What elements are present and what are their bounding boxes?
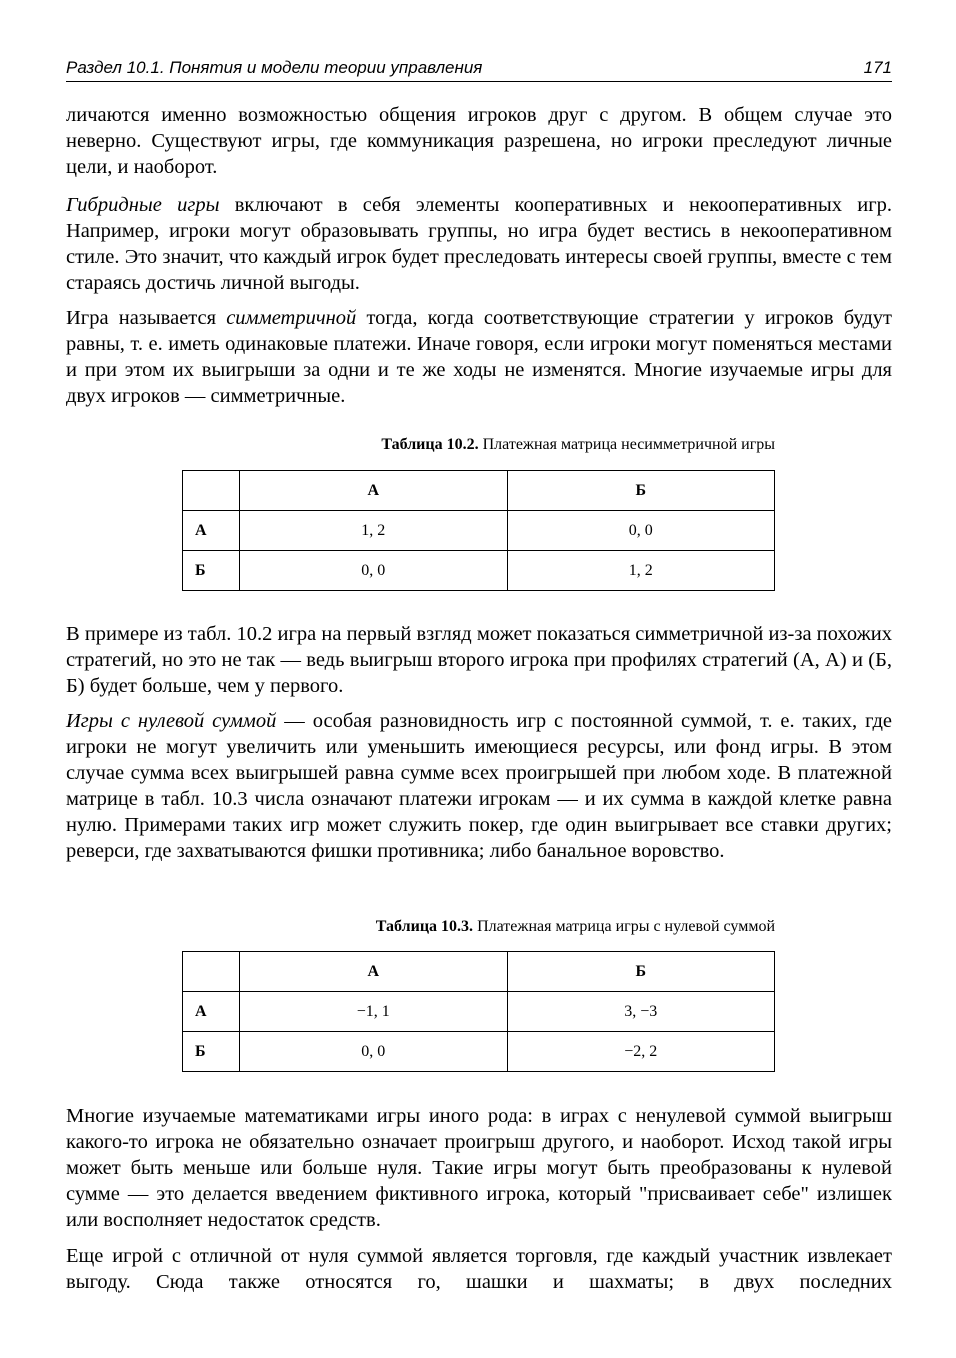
term-hybrid-games: Гибридные игры <box>66 194 220 216</box>
paragraph-trade <box>66 1243 892 1295</box>
paragraph-6-text: Многие изучаемые математиками игры иного рода: в играх с ненулевой суммой выигрыш какого-то игрока не обязательно означает проигрыш другого, и наоборот. Исход такой игры может быть меньше или больше нуля. Такие игры могут быть преобразованы к нулевой сумме — это делается введением фиктивного игрока, который "присваивает себе" излишек или восполняет недостаток средств. <box>66 1105 892 1231</box>
paragraph-3-start: Игра называется <box>66 307 227 329</box>
paragraph-non-zero-sum <box>66 1103 892 1233</box>
table-10-3-title: Платежная матрица игры с нулевой суммой <box>473 918 775 935</box>
table-cell: 1, 2 <box>240 511 508 551</box>
paragraph-1 <box>66 102 892 180</box>
column-header: А <box>240 952 508 992</box>
paragraph-zero-sum <box>66 708 892 864</box>
table-row <box>183 992 775 1032</box>
table-cell: 0, 0 <box>240 1032 508 1072</box>
table-10-3 <box>182 951 775 1072</box>
column-header: А <box>240 471 508 511</box>
row-header: Б <box>183 551 240 591</box>
term-zero-sum-games: Игры с нулевой суммой <box>66 710 277 732</box>
paragraph-7-text: Еще игрой с отличной от нуля суммой является торговля, где каждый участник извлекает выгоду. Сюда также относятся го, шашки и шахматы; в двух последних <box>66 1245 892 1293</box>
table-row <box>183 551 775 591</box>
table-cell: −1, 1 <box>240 992 508 1032</box>
paragraph-symmetric-games <box>66 305 892 409</box>
column-header: Б <box>507 471 775 511</box>
section-title: Раздел 10.1. Понятия и модели теории управления <box>66 58 483 77</box>
table-row <box>183 511 775 551</box>
paragraph-3-text: тогда, когда соответствующие стратегии у игроков будут равны, т. е. иметь одинаковые платежи. Иначе говоря, если игроки могут поменяться местами и при этом их выигрыши за одни и те же ходы не изменятся. Многие изучаемые игры для двух игроков — симметричные. <box>66 307 892 407</box>
table-10-3-caption <box>182 918 775 936</box>
row-header: А <box>183 511 240 551</box>
table-10-2-title: Платежная матрица несимметричной игры <box>478 436 775 453</box>
row-header: А <box>183 992 240 1032</box>
table-row <box>183 1032 775 1072</box>
table-cell: 0, 0 <box>507 511 775 551</box>
table-10-2 <box>182 470 775 591</box>
page-header <box>66 55 892 82</box>
table-10-3-label: Таблица 10.3. <box>375 918 474 935</box>
page-number: 171 <box>863 58 892 77</box>
paragraph-2-text: включают в себя элементы кооперативных и некооперативных игр. Например, игроки могут образовывать группы, но игра будет вестись в некооперативном стиле. Это значит, что каждый игрок будет преследовать интересы своей группы, вместе с тем стараясь достичь личной выгоды. <box>66 194 892 294</box>
term-symmetric: симметричной <box>226 307 357 329</box>
paragraph-5-text: — особая разновидность игр с постоянной суммой, т. е. таких, где игроки не могут увеличить или уменьшить имеющиеся ресурсы, или фонд игры. В этом случае сумма всех выигрышей равна сумме всех проигрышей при любом ходе. В платежной матрице в табл. 10.3 числа означают платежи игрокам — и их сумма в каждой клетке равна нулю. Примерами таких игр может служить покер, где один выигрывает все ставки других; реверси, где захватываются фишки противника; либо банальное воровство. <box>66 710 892 862</box>
row-header: Б <box>183 1032 240 1072</box>
table-row <box>183 471 775 511</box>
paragraph-1-text: личаются именно возможностью общения игроков друг с другом. В общем случае это неверно. Существуют игры, где коммуникация разрешена, но игроки преследуют личные цели, и наоборот. <box>66 104 892 178</box>
table-corner-cell <box>183 952 240 992</box>
table-cell: 1, 2 <box>507 551 775 591</box>
column-header: Б <box>507 952 775 992</box>
table-10-2-caption <box>182 436 775 454</box>
table-cell: 0, 0 <box>240 551 508 591</box>
table-cell: −2, 2 <box>507 1032 775 1072</box>
paragraph-4-text: В примере из табл. 10.2 игра на первый взгляд может показаться симметричной из-за похожих стратегий, но это не так — ведь выигрыш второго игрока при профилях стратегий (А, А) и (Б, Б) будет больше, чем у первого. <box>66 623 892 697</box>
table-cell: 3, −3 <box>507 992 775 1032</box>
table-corner-cell <box>183 471 240 511</box>
paragraph-hybrid-games <box>66 192 892 296</box>
paragraph-table-example <box>66 621 892 699</box>
table-10-2-label: Таблица 10.2. <box>381 436 479 453</box>
table-row <box>183 952 775 992</box>
